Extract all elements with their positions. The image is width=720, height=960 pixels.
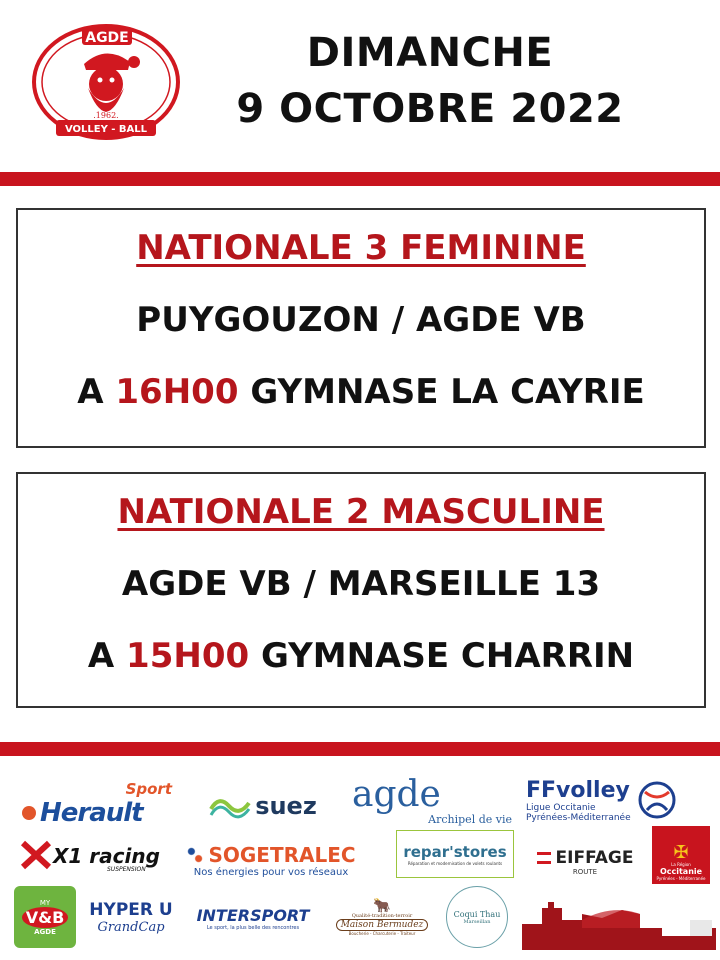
sponsor-herault-sport-logo: Sport Herault: [22, 778, 172, 830]
header: [0, 0, 720, 172]
sponsor-agde-logo: agde Archipel de vie: [352, 773, 512, 826]
match-time: 15H00: [126, 636, 250, 676]
division-title: NATIONALE 2 MASCULINE: [117, 492, 605, 532]
sponsor-intersport-logo: INTERSPORT Le sport, la plus belle des rencontres: [196, 905, 310, 931]
eiffage-mark-icon: [537, 852, 551, 864]
match-date: 9 OCTOBRE 2022: [236, 86, 624, 132]
bull-icon: 🐂: [373, 897, 391, 914]
match-card-1: [16, 208, 706, 448]
match-teams: AGDE VB / MARSEILLE 13: [121, 564, 601, 604]
top-divider: [0, 172, 720, 186]
volleyball-icon: [22, 806, 36, 820]
logo-sport: VOLLEY - BALL: [64, 124, 148, 135]
sponsor-x1-racing-logo: [18, 836, 170, 874]
logo-year: .1962.: [93, 111, 119, 120]
division-title: NATIONALE 3 FEMININE: [136, 228, 586, 268]
svg-text:X1 racing: X1 racing: [53, 844, 160, 868]
castle-silhouette-image: [522, 884, 716, 950]
sponsor-coqui-thau-logo: Coqui Thau Marseillan: [446, 886, 508, 948]
logo-club-name: AGDE: [85, 30, 129, 46]
match-teams: PUYGOUZON / AGDE VB: [136, 300, 586, 340]
dots-icon: [186, 846, 204, 864]
sponsor-hyper-u-logo: HYPER U GrandCap: [89, 899, 173, 935]
match-day: DIMANCHE: [306, 30, 554, 76]
sponsor-suez-logo: suez: [200, 786, 326, 826]
sponsors-area: [0, 756, 720, 960]
sponsor-my-vb-agde-logo: MY V&B AGDE: [14, 886, 76, 948]
occitan-cross-icon: ✠: [673, 842, 689, 863]
agde-volley-ball-logo: [30, 22, 182, 142]
time-prefix: A: [87, 636, 115, 676]
sponsor-sogetralec-logo: SOGETRALEC Nos énergies pour vos réseaux: [176, 834, 366, 886]
match-schedule: [18, 636, 704, 676]
sponsor-maison-bermudez-logo: 🐂 Qualité-tradition-terroir Maison Bermudez Boucherie - Charcuterie - Traiteur: [332, 886, 432, 948]
racing-swoosh-icon: [19, 837, 169, 873]
bottom-divider: [0, 742, 720, 756]
match-card-2: [16, 472, 706, 708]
sponsor-ffvolley-logo: FFvolley Ligue Occitanie Pyrénées-Méditerranée: [526, 768, 698, 832]
match-venue: GYMNASE CHARRIN: [260, 636, 635, 676]
ffvolley-ball-icon: [637, 780, 677, 820]
sponsor-reparstores-logo: repar'stores Réparation et modernisation de volets roulants: [396, 830, 514, 878]
svg-text:SUSPENSION: SUSPENSION: [107, 866, 146, 873]
match-schedule: [18, 372, 704, 412]
time-prefix: A: [77, 372, 104, 412]
sponsor-region-occitanie-logo: ✠ La Région Occitanie Pyrénées - Méditerranée: [652, 826, 710, 884]
match-time: 16H00: [115, 372, 239, 412]
match-venue: GYMNASE LA CAYRIE: [250, 372, 645, 412]
suez-swirl-icon: [209, 793, 251, 819]
sponsor-eiffage-logo: EIFFAGE ROUTE: [530, 840, 640, 884]
